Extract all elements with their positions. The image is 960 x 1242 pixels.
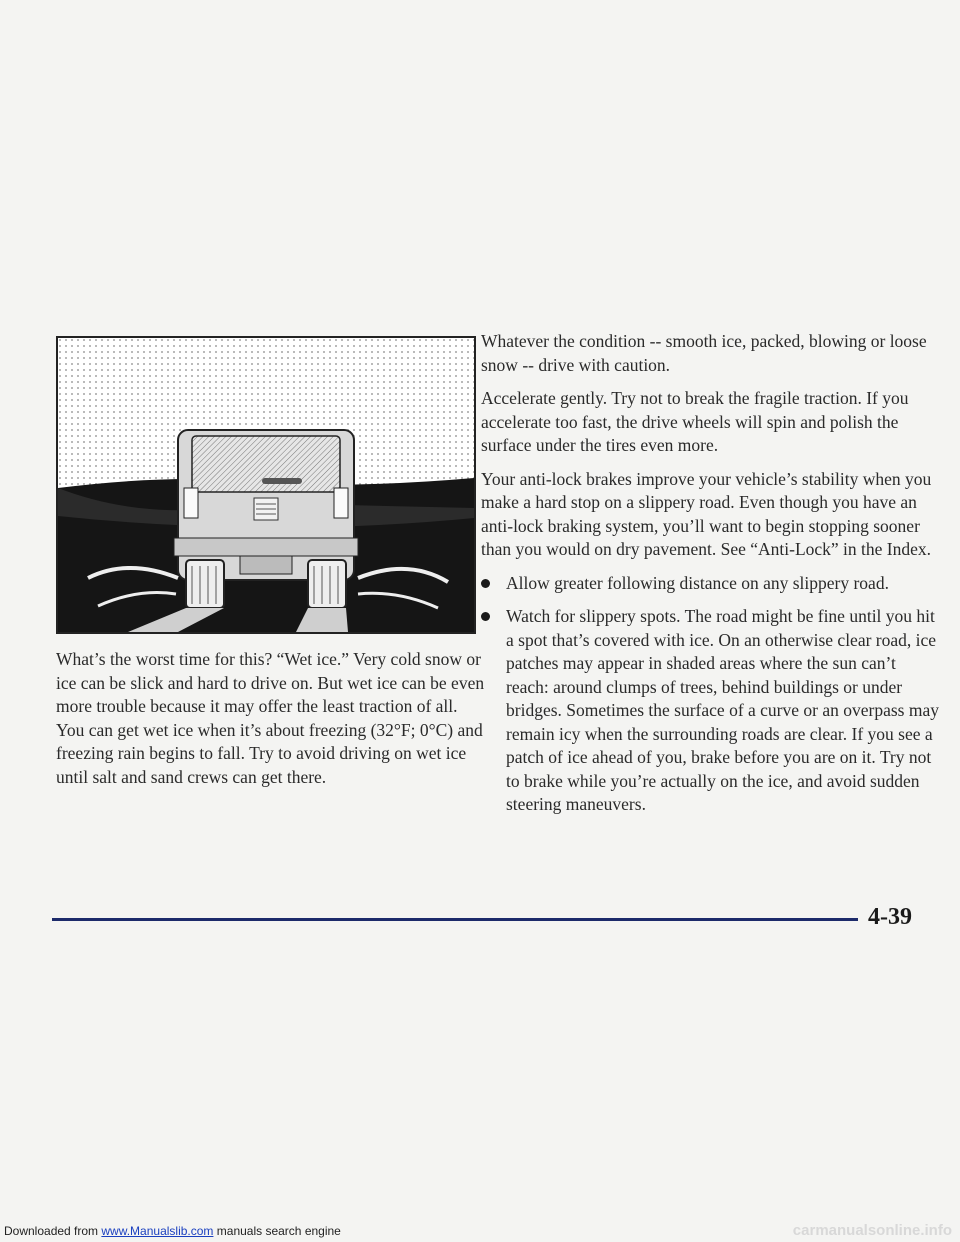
anti-lock-paragraph: Your anti-lock brakes improve your vehicle’s stability when you make a hard stop on a slippery road. Even though you have an anti-lock braking system, you’ll want to begin stopping sooner than you would on dry pavement. See “Anti-Lock” in the Index. xyxy=(481,468,932,559)
tips-list xyxy=(481,572,939,817)
right-column xyxy=(481,330,939,827)
banner-prefix: Downloaded from xyxy=(4,1224,102,1238)
list-item-text: Allow greater following distance on any slippery road. xyxy=(506,572,889,593)
accelerate-paragraph: Accelerate gently. Try not to break the fragile traction. If you accelerate too fast, the drive wheels will spin and polish the surface under the tires even more. xyxy=(481,388,909,455)
wet-ice-paragraph: What’s the worst time for this? “Wet ice.” Very cold snow or ice can be slick and hard to drive on. But wet ice can be even more trouble because it may offer the least traction of all. You can get wet ice when it’s about freezing (32°F; 0°C) and freezing rain begins to fall. Try to avoid driving on wet ice until salt and sand crews can get there. xyxy=(56,649,485,787)
download-banner xyxy=(4,1224,341,1238)
bullet-icon xyxy=(481,612,490,621)
manualslib-link[interactable]: www.Manualslib.com xyxy=(101,1224,214,1238)
watermark: carmanualsonline.info xyxy=(792,1222,952,1239)
list-item-text: Watch for slippery spots. The road might be fine until you hit a spot that’s covered with ice. On an otherwise clear road, ice patches may appear in shaded areas where the sun can’t reach: around clumps of trees, behind buildings or under bridges. Sometimes the surface of a curve or an overpass may remain icy when the surrounding roads are clear. If you see a patch of ice ahead of you, brake before you are on it. Try not to brake while you’re actually on the ice, and avoid sudden steering maneuvers. xyxy=(506,606,939,814)
list-item xyxy=(481,572,939,596)
banner-suffix: manuals search engine xyxy=(213,1224,341,1238)
car-on-wet-ice-illustration xyxy=(56,336,476,634)
footer-rule xyxy=(52,918,858,921)
page-number: 4-39 xyxy=(868,904,912,930)
caution-paragraph: Whatever the condition -- smooth ice, packed, blowing or loose snow -- drive with caution. xyxy=(481,331,927,375)
bullet-icon xyxy=(481,579,490,588)
list-item xyxy=(481,605,939,817)
